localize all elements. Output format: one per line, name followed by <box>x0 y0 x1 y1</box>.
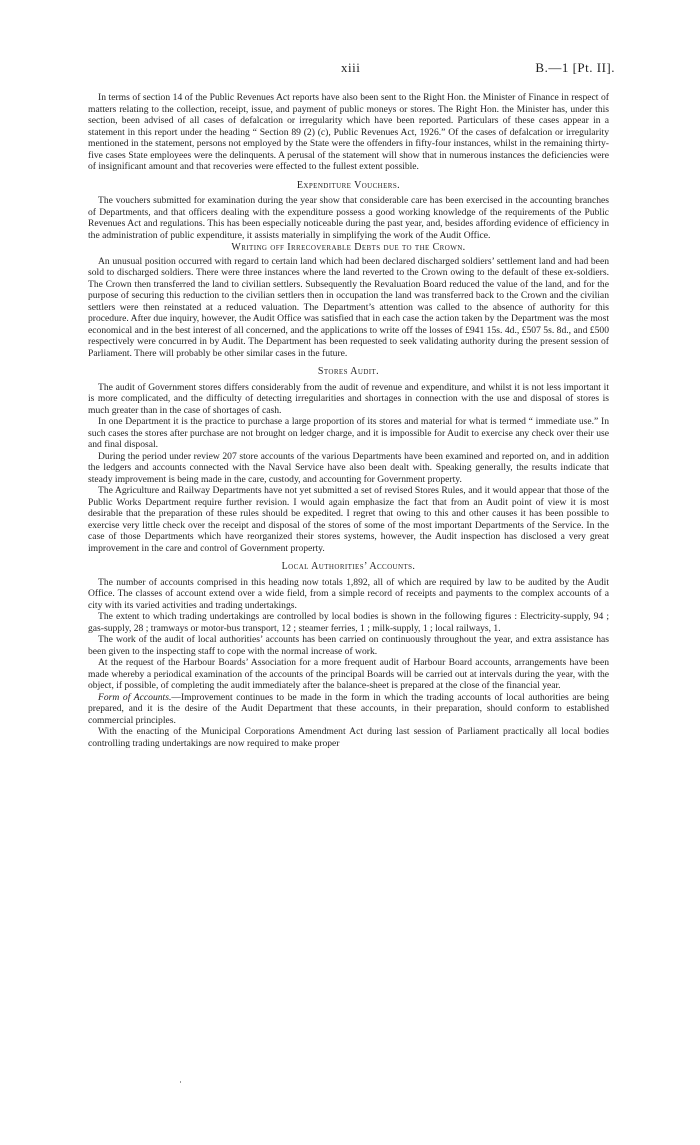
document-body <box>88 92 609 749</box>
paragraph: The Agriculture and Railway Departments have not yet submitted a set of revised Stores Rules, and it would appear that those of the Public Works Department require further revision. I would again emphasize the fact that from an Audit point of view it is most desirable that the preparation of these rules should be expedited. I regret that owing to this and other causes it has been possible to exercise very little check over the receipt and disposal of the stores of some of the most important Departments of the Service. In the case of those Departments which have reorganized their stores systems, however, the Audit inspection has disclosed a very great improvement in the care and control of Government property. <box>88 485 609 554</box>
document-reference: B.—1 [Pt. II]. <box>535 60 615 75</box>
paragraph: The extent to which trading undertakings are controlled by local bodies is shown in the following figures : Electricity-supply, 94 ; gas-supply, 28 ; tramways or motor-bus transport, 12 ; steamer ferries, 1 ; milk-supply, 1 ; local railways, 1. <box>88 611 609 634</box>
final-paragraph: With the enacting of the Municipal Corporations Amendment Act during last session of Parliament practically all local bodies controlling trading undertakings are now required to make proper <box>88 726 609 749</box>
form-of-accounts-lead: Form of Accounts. <box>98 691 172 703</box>
paragraph: At the request of the Harbour Boards’ Association for a more frequent audit of Harbour Board accounts, arrangements have been made whereby a periodical examination of the accounts of the principal Boards will be carried out at intervals during the year, with the object, if possible, of completing the audit immediately after the balance-sheet is prepared at the close of the financial year. <box>88 657 609 691</box>
paragraph: During the period under review 207 store accounts of the various Departments have been examined and reported on, and in addition the ledgers and accounts connected with the Naval Service have also been dealt with. Speaking generally, the results indicate that steady improvement is being made in the care, custody, and accounting for Government property. <box>88 450 609 485</box>
paragraph: The audit of Government stores differs considerably from the audit of revenue and expenditure, and whilst it is not less important it is more complicated, and the difficulty of detecting irregularities and shortages in connection with the use and disposal of stores is much greater than in the case of shortages of cash. <box>88 381 609 416</box>
page-number: xiii <box>341 60 361 75</box>
intro-paragraph: In terms of section 14 of the Public Revenues Act reports have also been sent to the Right Hon. the Minister of Finance in respect of matters relating to the collection, receipt, issue, and payment of public moneys or stores. The Right Hon. the Minister has, under this section, been advised of all cases of defalcation or irregularity which have been reported. Particulars of these cases appear in a statement in this report under the heading “ Section 89 (2) (c), Public Revenues Act, 1926.” Of the cases of defalcation or irregularity mentioned in the statement, persons not employed by the State were the offenders in fifty-four instances, whilst in the remaining thirty-five cases State employees were the delinquents. A perusal of the statement will show that in numerous instances the deficiencies were of insignificant amount and that recoveries were effected to the fullest extent possible. <box>88 92 609 172</box>
heading-local-authorities-accounts: Local Authorities’ Accounts. <box>281 561 416 572</box>
heading-irrecoverable-debts: Writing off Irrecoverable Debts due to the Crown. <box>231 242 466 253</box>
paragraph: In one Department it is the practice to purchase a large proportion of its stores and material for what is termed “ immediate use.” In such cases the stores after purchase are not brought on ledger charge, and it is impossible for Audit to exercise any check over their use and final disposal. <box>88 416 609 450</box>
heading-expenditure-vouchers: Expenditure Vouchers. <box>296 179 401 191</box>
form-of-accounts-text: —Improvement continues to be made in the form in which the trading accounts of local authorities are being prepared, and it is the desire of the Audit Department that these accounts, in their preparation, should conform to established commercial principles. <box>88 691 609 726</box>
form-of-accounts-paragraph <box>88 692 609 727</box>
paragraph: The vouchers submitted for examination during the year show that considerable care has been exercised in the accounting branches of Departments, and that officers dealing with the expenditure possess a good working knowledge of the requirements of the Public Revenues Act and regulations. This has been especially noticeable during the past year, and, besides affording evidence of efficiency in the administration of public expenditure, it assists materially in simplifying the work of the Audit Office. <box>88 195 609 241</box>
paragraph: The work of the audit of local authorities’ accounts has been carried on continuously throughout the year, and extra assistance has been given to the inspecting staff to cope with the normal increase of work. <box>88 634 609 657</box>
paragraph: An unusual position occurred with regard to certain land which had been declared discharged soldiers’ settlement land and had been sold to discharged soldiers. There were three instances where the land reverted to the Crown owing to the default of these ex-soldiers. The Crown then transferred the land to civilian settlers. Subsequently the Revaluation Board reduced the value of the land, and for the purpose of securing this reduction to the civilian settlers then in occupation the land was transferred back to the Crown and the civilian settlers were then reinstated at a reduced valuation. The Department’s attention was called to the absence of authority for this procedure. After due inquiry, however, the Audit Office was satisfied that in each case the action taken by the Department was the most economical and in the best interest of all concerned, and the applications to write off the losses of £941 15s. 4d., £507 5s. 8d., and £500 respectively were concurred in by Audit. The Department has been requested to seek validating authority during the present session of Parliament. There will probably be other similar cases in the future. <box>88 255 609 359</box>
heading-stores-audit: Stores Audit. <box>317 366 380 377</box>
page-speck <box>180 1081 181 1083</box>
paragraph: The number of accounts comprised in this heading now totals 1,892, all of which are required by law to be audited by the Audit Office. The classes of account extend over a wide field, from a simple record of receipts and payments to the complex accounts of a city with its varied activities and trading undertakings. <box>88 576 609 611</box>
